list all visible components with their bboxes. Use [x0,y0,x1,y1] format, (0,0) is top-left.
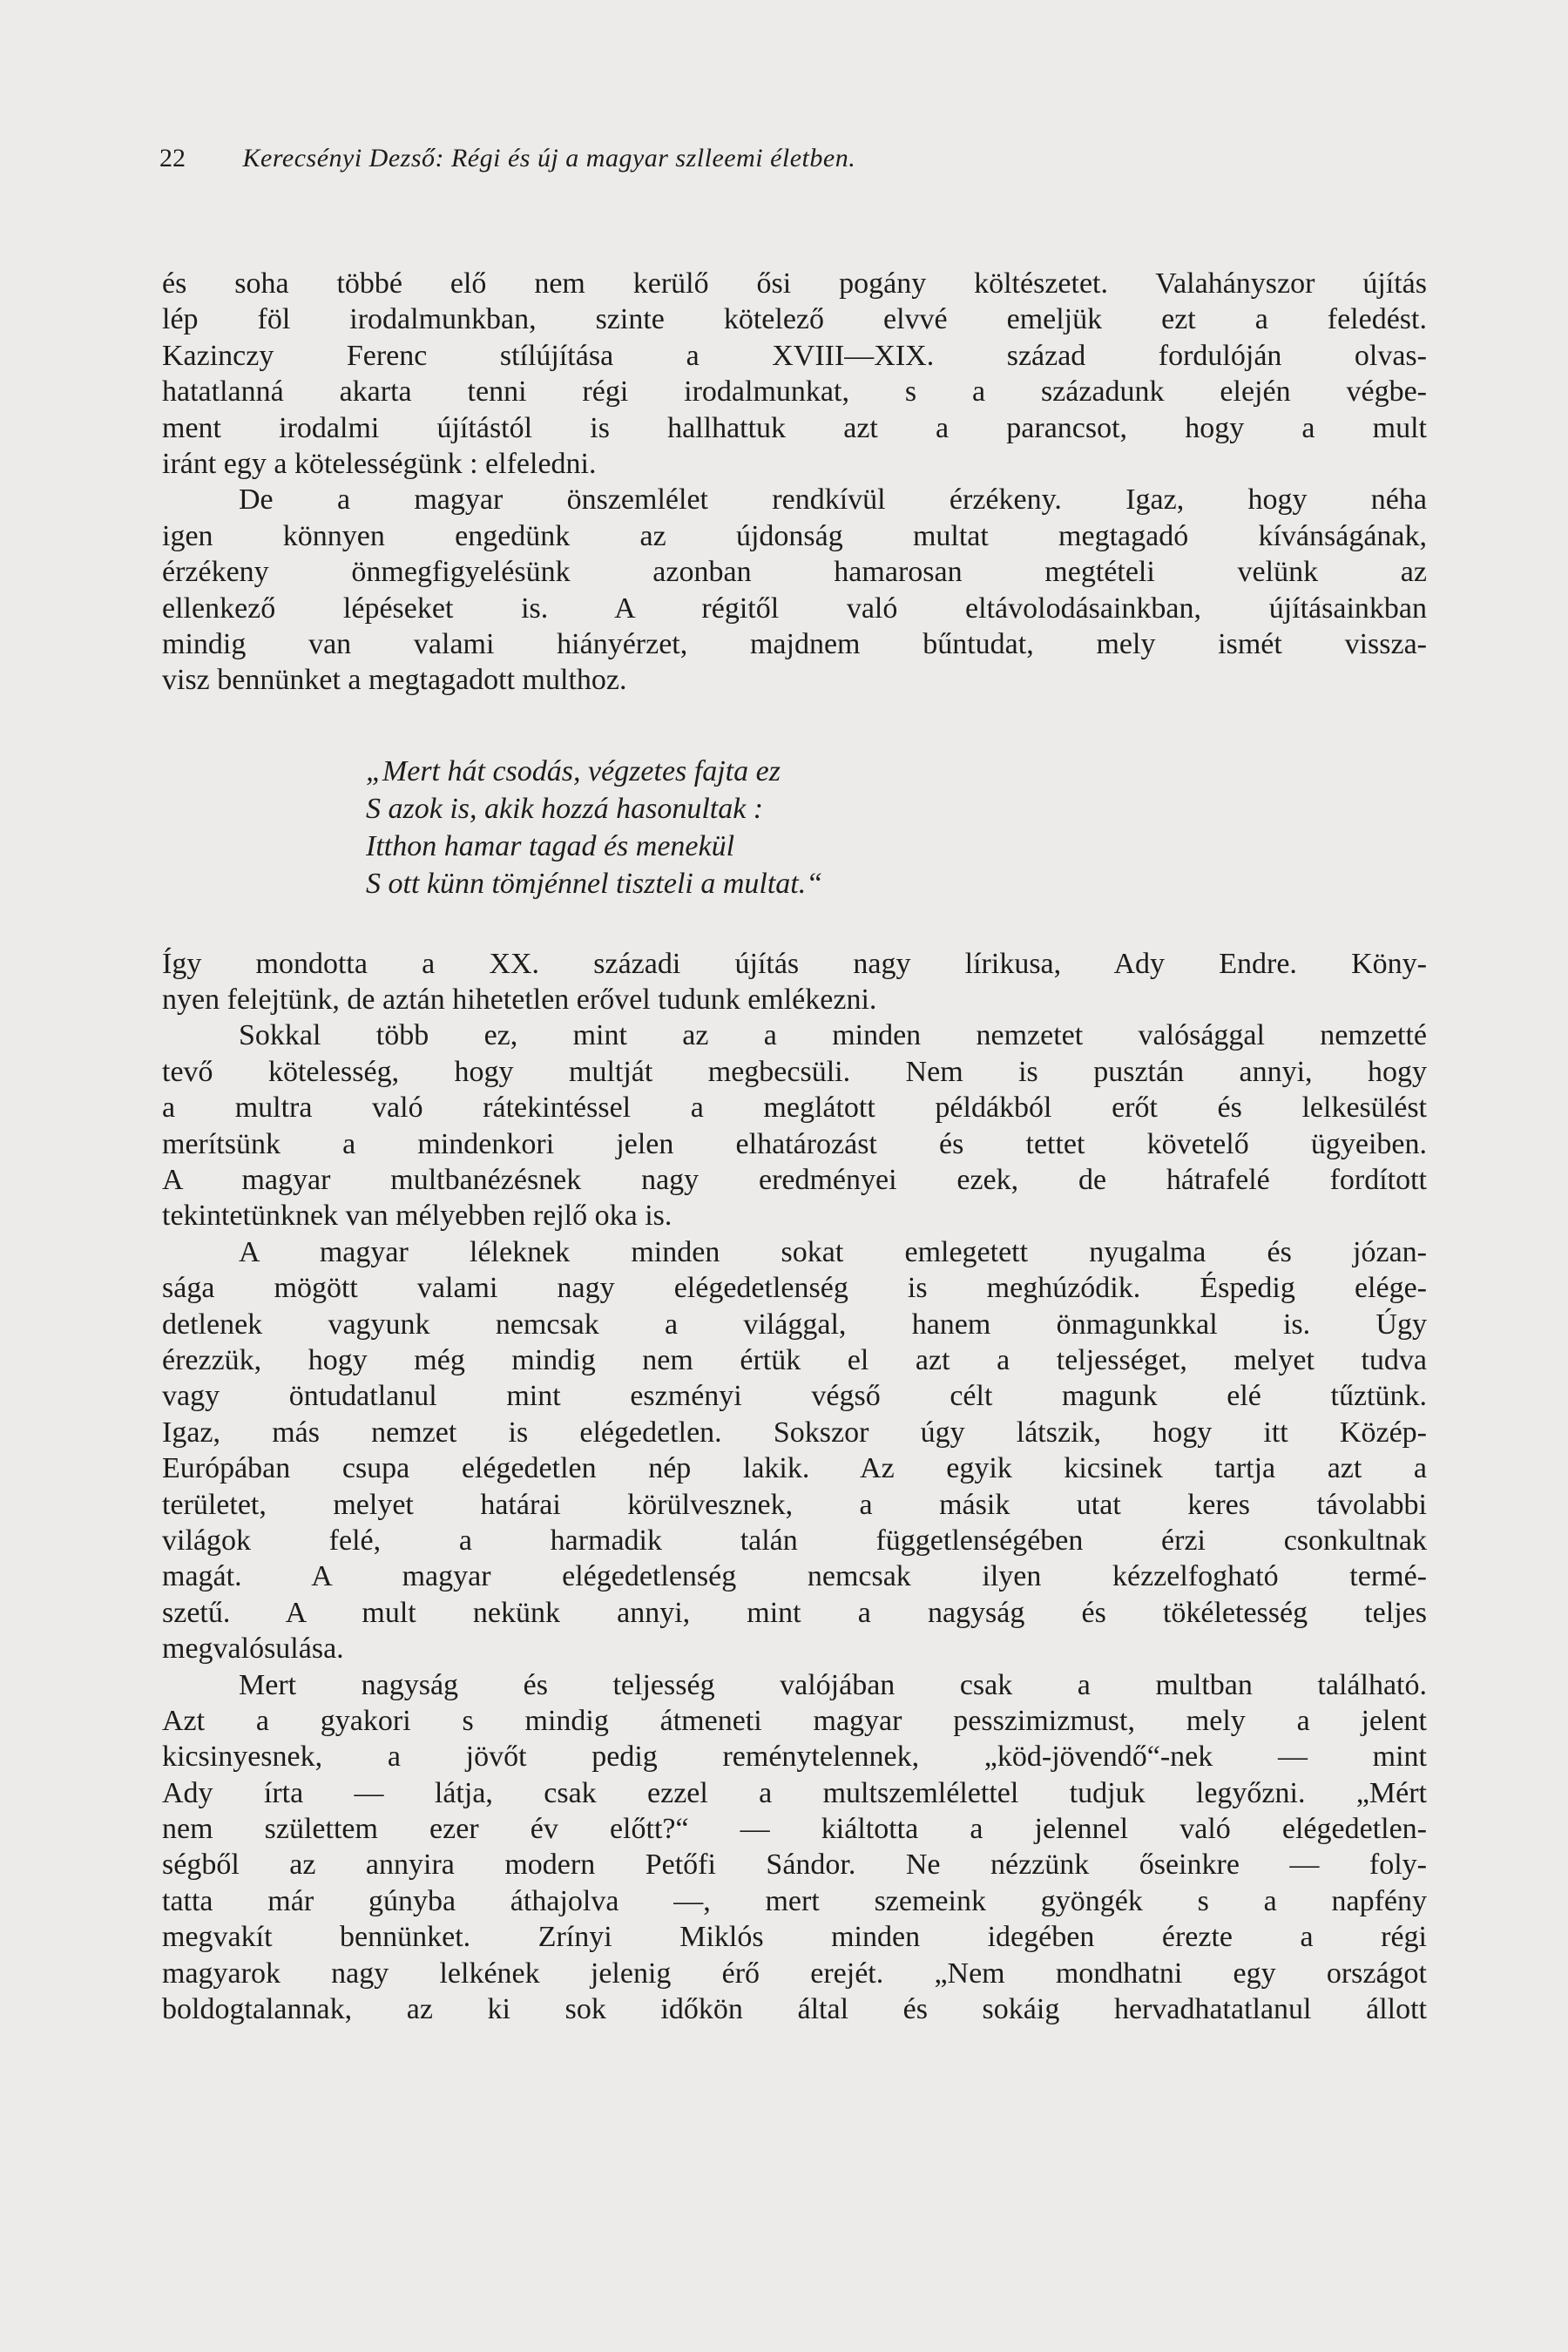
text-line: merítsünk a mindenkori jelen elhatározást és tettet követelő ügyeiben. [162,1127,1427,1160]
text-line: sága mögött valami nagy elégedetlenség is meghúzódik. Éspedig elége- [162,1272,1427,1305]
text-line: detlenek vagyunk nemcsak a világgal, hanem önmagunkkal is. Úgy [162,1308,1427,1341]
text-line: Igaz, más nemzet is elégedetlen. Sokszor úgy látszik, hogy itt Közép- [162,1416,1427,1449]
text-line: ellenkező lépéseket is. A régitől való eltávolodásainkban, újításainkban [162,591,1427,625]
text-line: szetű. A mult nekünk annyi, mint a nagyság és tökéletesség teljes [162,1596,1427,1629]
text-line: magát. A magyar elégedetlenség nemcsak ilyen kézzelfogható termé- [162,1560,1427,1593]
text-line: tekintetünknek van mélyebben rejlő oka is. [162,1200,672,1233]
text-line: ségből az annyira modern Petőfi Sándor. Ne nézzünk őseinkre — foly- [162,1848,1427,1882]
text-line: lép föl irodalmunkban, szinte kötelező elvvé emeljük ezt a feledést. [162,303,1427,336]
text-line: A magyar léleknek minden sokat emlegetett nyugalma és józan- [239,1235,1427,1268]
text-line: De a magyar önszemlélet rendkívül érzékeny. Igaz, hogy néha [239,483,1427,517]
text-line: területet, melyet határai körülvesznek, a másik utat keres távolabbi [162,1488,1427,1521]
text-line: tatta már gúnyba áthajolva —, mert szemeink gyöngék s a napfény [162,1884,1427,1917]
text-line: világok felé, a harmadik talán függetlenségében érzi csonkultnak [162,1524,1427,1557]
running-title: Kerecsényi Dezső: Régi és új a magyar szlleemi életben. [242,144,856,172]
text-line: kicsinyesnek, a jövőt pedig reménytelennek, „köd-jövendő“-nek — mint [162,1740,1427,1774]
text-line: Ady írta — látja, csak ezzel a multszemlélettel tudjuk legyőzni. „Mért [162,1776,1427,1809]
text-line: nyen felejtünk, de aztán hihetetlen erővel tudunk emlékezni. [162,983,877,1017]
text-line: nem születtem ezer év előtt?“ — kiáltotta a jelennel való elégedetlen- [162,1813,1427,1846]
text-line: megvakít bennünket. Zrínyi Miklós minden idegében érezte a régi [162,1921,1427,1954]
text-line: érezzük, hogy még mindig nem értük el azt a teljességet, melyet tudva [162,1343,1427,1376]
text-line: Azt a gyakori s mindig átmeneti magyar pesszimizmust, mely a jelent [162,1704,1427,1737]
poem-line: „Mert hát csodás, végzetes fajta ez [366,754,781,787]
poem-line: Itthon hamar tagad és menekül [366,829,735,862]
paragraph-group-2 [162,946,1427,2028]
text-line: Mert nagyság és teljesség valójában csak a multban található. [239,1668,1427,1701]
text-line: iránt egy a kötelességünk : elfeledni. [162,447,597,480]
text-line: megvalósulása. [162,1632,344,1666]
text-line: ment irodalmi újítástól is hallhattuk azt a parancsot, hogy a mult [162,411,1427,444]
text-line: tevő kötelesség, hogy multját megbecsüli. Nem is pusztán annyi, hogy [162,1055,1427,1088]
paragraph-group-1 [162,266,1427,699]
text-line: Így mondotta a XX. századi újítás nagy lírikusa, Ady Endre. Köny- [162,947,1427,980]
poem-line: S ott künn tömjénnel tiszteli a multat.“ [366,867,823,900]
text-line: Sokkal több ez, mint az a minden nemzetet valósággal nemzetté [239,1019,1427,1052]
text-line: boldogtalannak, az ki sok időkön által és sokáig hervadhatatlanul állott [162,1993,1427,2026]
poem-line: S azok is, akik hozzá hasonultak : [366,792,764,825]
page-number: 22 [159,144,186,172]
text-line: vagy öntudatlanul mint eszményi végső célt magunk elé tűztünk. [162,1380,1427,1413]
text-line: magyarok nagy lelkének jelenig érő erejét. „Nem mondhatni egy országot [162,1957,1427,1990]
text-line: A magyar multbanézésnek nagy eredményei ezek, de hátrafelé fordított [162,1164,1427,1197]
text-line: Európában csupa elégedetlen nép lakik. Az egyik kicsinek tartja azt a [162,1452,1427,1485]
running-header [159,141,1466,176]
text-line: visz bennünket a megtagadott multhoz. [162,664,627,697]
text-line: Kazinczy Ferenc stílújítása a XVIII—XIX. század fordulóján olvas- [162,339,1427,372]
text-line: mindig van valami hiányérzet, majdnem bűntudat, mely ismét vissza- [162,627,1427,660]
text-line: a multra való rátekintéssel a meglátott példákból erőt és lelkesülést [162,1092,1427,1125]
poem-quote [366,753,1427,902]
text-line: igen könnyen engedünk az újdonság multat megtagadó kívánságának, [162,519,1427,552]
text-line: érzékeny önmegfigyelésünk azonban hamarosan megtételi velünk az [162,556,1427,589]
body-text [162,266,1427,2027]
text-line: és soha többé elő nem kerülő ősi pogány költészetet. Valahányszor újítás [162,267,1427,300]
text-line: hatatlanná akarta tenni régi irodalmunkat, s a századunk elején végbe- [162,375,1427,409]
